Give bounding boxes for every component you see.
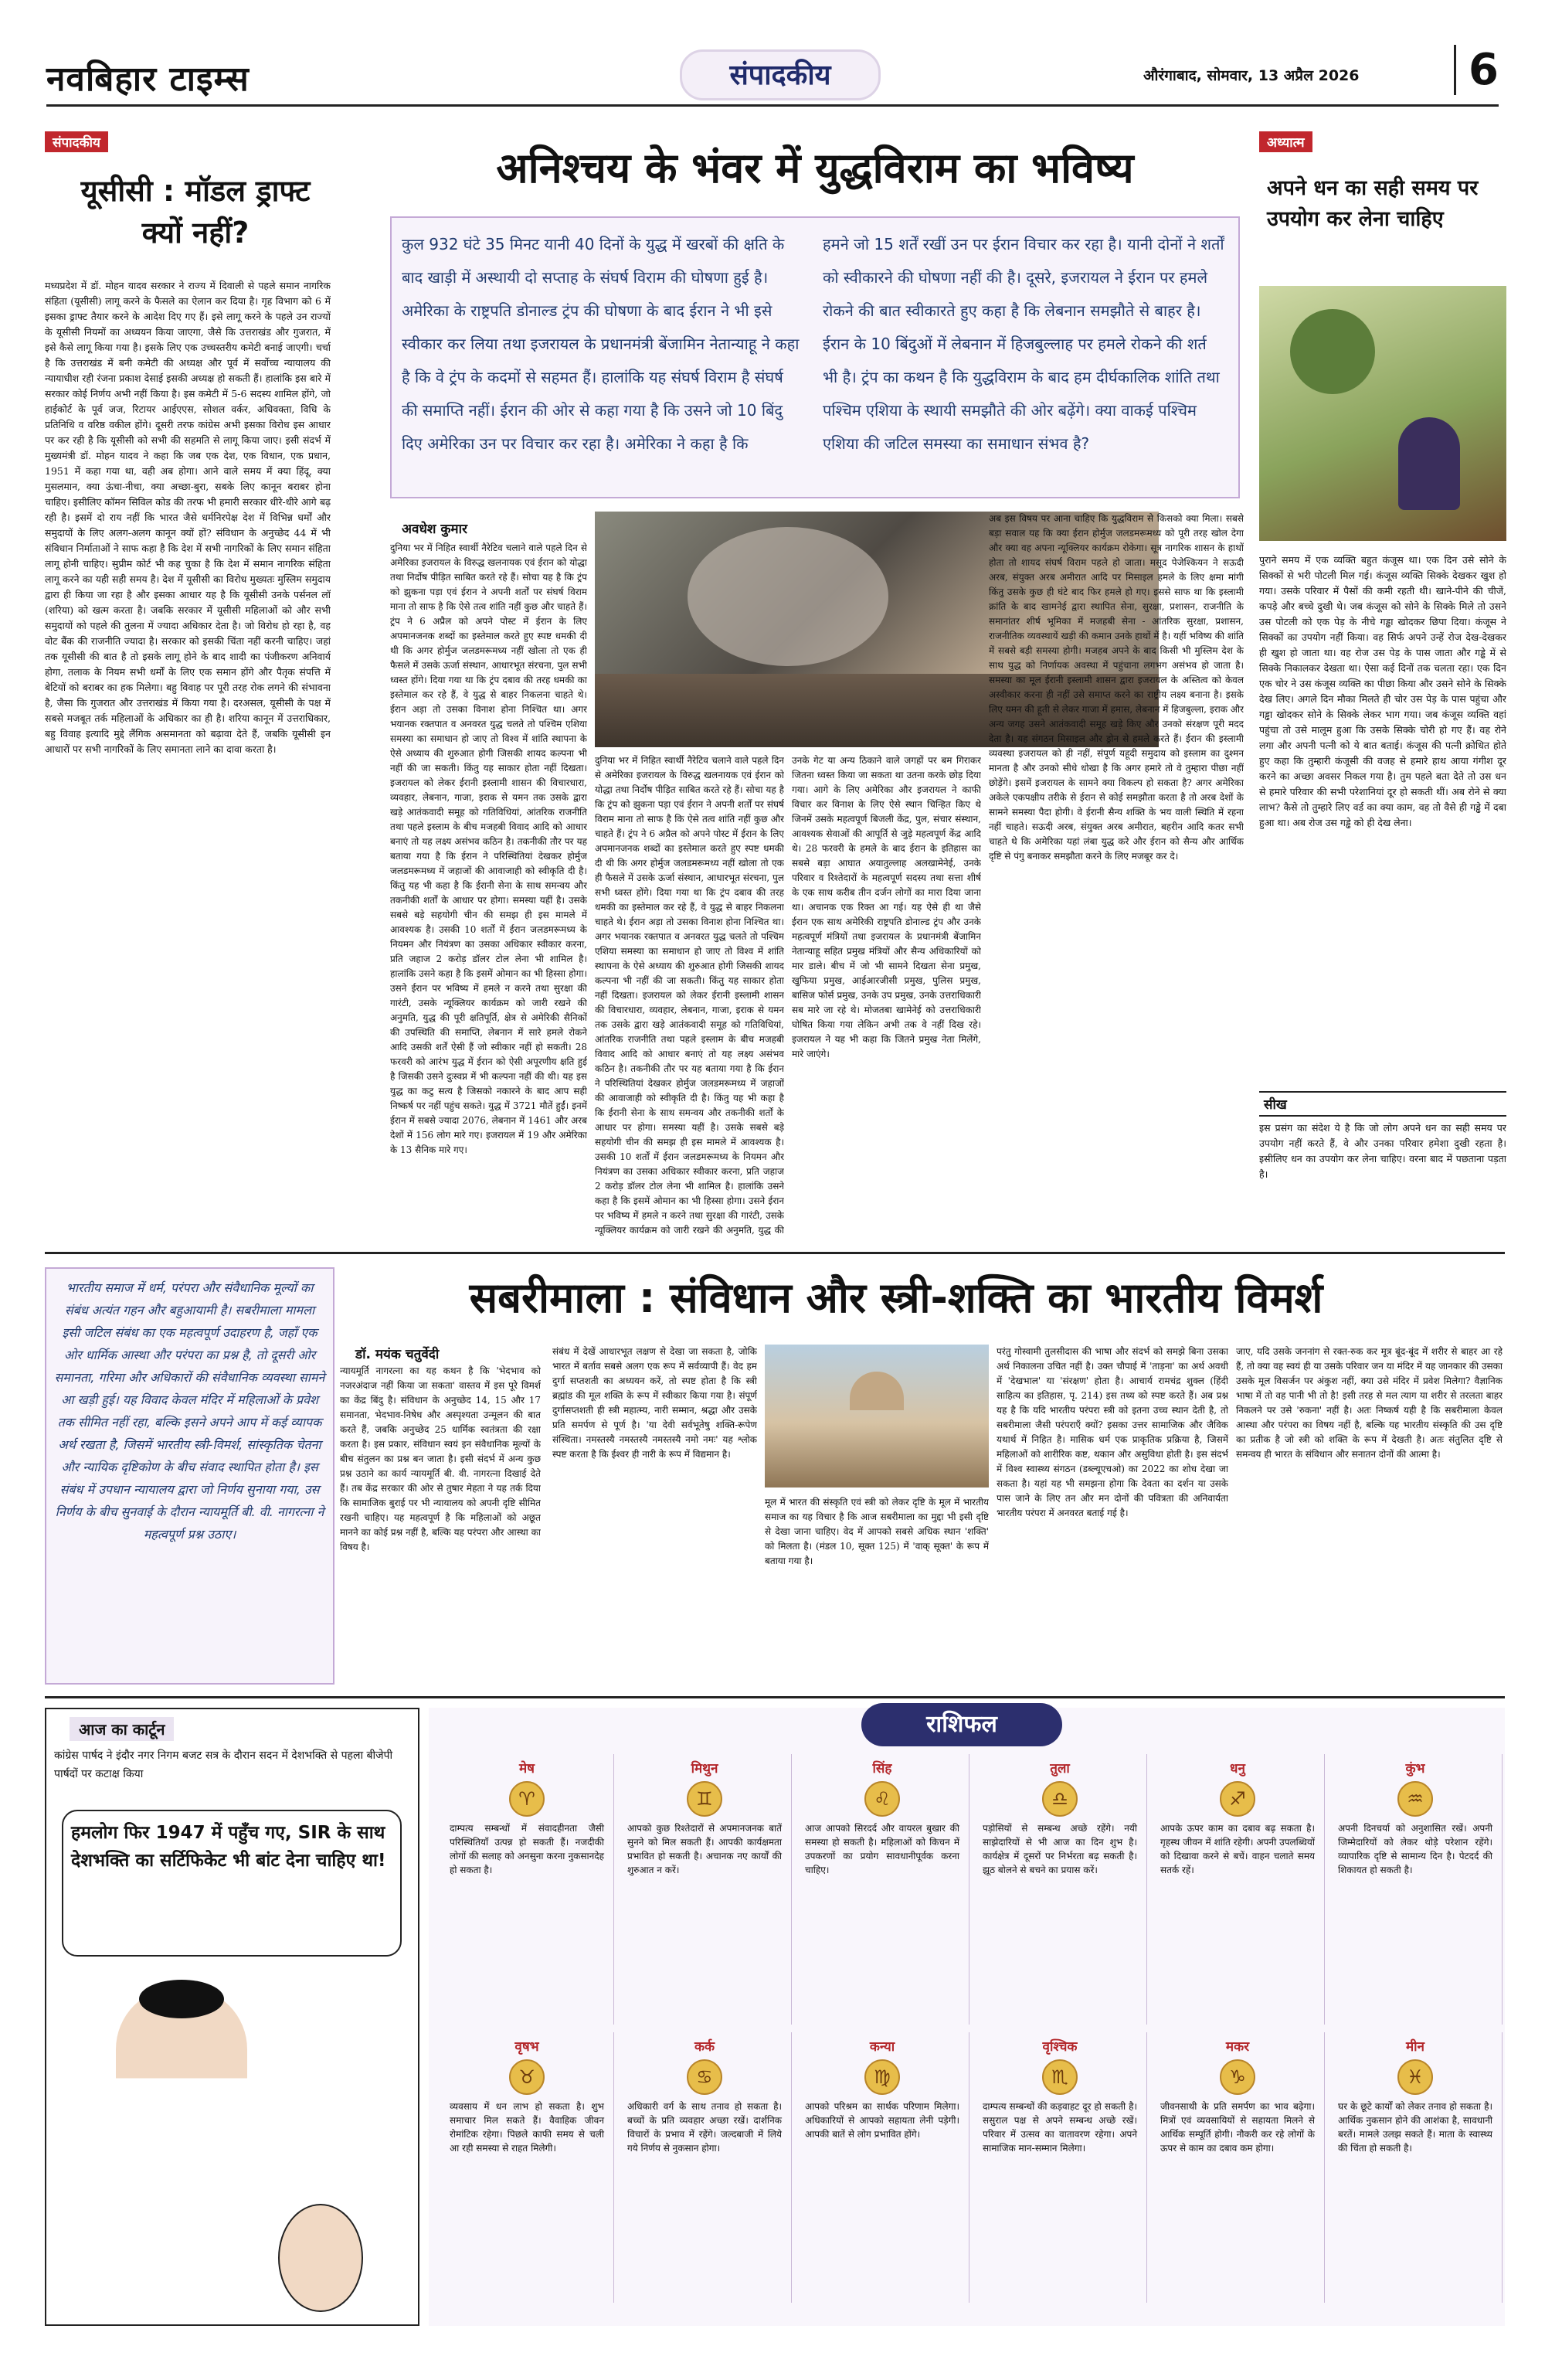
zodiac-sign-icon: ♓ (1397, 2059, 1433, 2095)
main-headline: अनिश्चय के भंवर में युद्धविराम का भविष्य (496, 144, 1134, 192)
cartoon-figure (116, 1987, 247, 2312)
zodiac-prediction: अधिकारी वर्ग के साथ तनाव हो सकता है। बच्चों के प्रति व्यवहार अच्छा रखें। दार्शनिक विचारों के प्रभाव में रहेंगे। जल्दबाजी में लिये गये निर्णय से नुकसान होगा। (627, 2101, 782, 2154)
zodiac-prediction: दाम्पत्य सम्बन्धों में संवादहीनता जैसी परिस्थितियाँ उत्पन्न हो सकती हैं। नजदीकी लोगों की सलाह को अनसुना करना नुकसानदेह हो सकता है। (450, 1823, 604, 1875)
second-body-col4: परंतु गोस्वामी तुलसीदास की भाषा और संदर्भ को समझे बिना उसका अर्थ निकालना उचित नहीं है। उक्त चौपाई में 'ताड़ना' का अर्थ अवधी में 'देखभाल' या 'संरक्षण' होता है। आचार्य रामचंद्र शुक्ल (हिंदी साहित्य का इतिहास, पृ. 214) इस तथ्य को स्पष्ट करते हैं। अब प्रश्न यह है कि यदि भारतीय परंपरा स्त्री को इतना उच्च स्थान देती है, तो सबरीमाला जैसी परंपराएँ क्यों? इसका उत्तर सामाजिक और जैविक यथार्थ में निहित है। मासिक धर्म एक प्राकृतिक प्रक्रिया है, जिसमें महिलाओं को शारीरिक कष्ट, थकान और असुविधा होती है। इस संदर्भ में विश्व स्वास्थ्य संगठन (डब्ल्यूएचओ) का 2022 का शोध देखा जा सकता है। यहां यह भी समझना होगा कि देवता का दर्शन या उसके पास जाने के लिए तन और मन दोनों की पवित्रता की अनिवार्यता भारतीय परंपरा में अनवरत बताई गई है। (997, 1346, 1228, 1518)
court-photo (765, 1345, 989, 1488)
divider-bottom (45, 1696, 1505, 1698)
zodiac-sign-icon: ♒ (1397, 1781, 1433, 1817)
zodiac-card (1151, 1754, 1325, 2025)
zodiac-prediction: आज आपको सिरदर्द और वायरल बुखार की समस्या हो सकती है। महिलाओं को किचन में उपकरणों का प्रयोग सावधानीपूर्वक करना चाहिए। (805, 1823, 959, 1875)
second-headline: सबरीमाला : संविधान और स्त्री-शक्ति का भारतीय विमर्श (469, 1273, 1323, 1322)
editorial-title: यूसीसी : मॉडल ड्राफ्ट क्यों नहीं? (80, 174, 311, 250)
cartoon-panel (45, 1708, 419, 2326)
zodiac-card (973, 1754, 1147, 2025)
zodiac-card (618, 2032, 792, 2303)
main-body-col4: अब इस विषय पर आना चाहिए कि युद्धविराम से किसको क्या मिला। सबसे बड़ा सवाल यह कि क्या ईरान होर्मुज जलडमरूमध्य को पूरी तरह खोल देगा और क्या वह अपना न्यूक्लियर कार्यक्रम रोकेगा। सूत्र नागरिक शासन के हाथों होता तो शायद संघर्ष विराम पहले हो जाता। मसूद पेजेश्कियन ने सऊदी अरब, संयुक्त अरब अमीरात आदि पर मिसाइल हमले के लिए क्षमा मांगी किंतु उसके कुछ ही घंटे बाद फिर हमले हो गए। इससे साफ था कि इस्लामी क्रांति के बाद खामनेई द्वारा स्थापित सेना, सुरक्षा, प्रशासन, राजनीति के समानांतर शीर्ष भूमिका में मजहबी सेना - आंतरिक सुरक्षा, प्रशासन, राजनीतिक व्यवस्थायें खड़ी की कमान उनके हाथों में है। यहीं भविष्य की शांति में सबसे बड़ी समस्या होगी। मजहब अपने के बाद किसी भी मुस्लिम देश के साथ युद्ध को निर्णायक अवस्था में पहुंचाना लगभग असंभव हो जाता है। समस्या का मूल ईरानी इस्लामी शासन द्वारा इजरायल के अस्तित्व को केवल अस्वीकार करना ही नहीं उसे समाप्त करने का राष्ट्रीय लक्ष्य बनाना है। इसके लिए यमन की हूती से लेकर गाजा में हमास, लेबनान में हिजबुल्ला, इराक और अन्य जगह उसने आतंकवादी समूह खड़े किए और उनको संरक्षण पूरी मदद देता है। यह संगठन मिसाइल और ड्रोन से हमले करते हैं। ईरान की इस्लामी व्यवस्था इजरायल को ही नहीं, संपूर्ण यहूदी समुदाय को इस्लाम का दुश्मन मानता है और उनको सीधे धोखा है कि अगर हमारे तो वे तुम्हारा पीछा नहीं छोड़ेंगे। इसमें इजरायल के सामने क्या विकल्प हो सकता है? अगर अमेरिका अकेले एकपक्षीय तरीके से ईरान से कोई समझौता करता है तो अरब देशों के सामने समस्या पैदा होगी। वे ईरानी सैन्य शक्ति के भय वाली स्थिति में रहना नहीं चाहते। सऊदी अरब, संयुक्त अरब अमीरात, बहरीन आदि कतर सभी चाहते थे कि अमेरिका यहां लंबा युद्ध करे और ईरान को सैन्य और आर्थिक दृष्टि से पंगु बनाकर समझौता करने के लिए मजबूर कर दे। (989, 513, 1244, 862)
zodiac-sign-icon: ♈ (509, 1781, 545, 1817)
zodiac-name: कुंभ (1405, 1761, 1425, 1776)
zodiac-name: तुला (1050, 1761, 1070, 1776)
zodiac-sign-icon: ♍ (864, 2059, 900, 2095)
masthead (46, 45, 1499, 107)
second-body-col2: संबंध में देखें आधारभूत लक्षण से देखा जा सकता है, जोकि भारत में बर्ताव सबसे अलग एक रूप में सर्वव्यापी हैं। वेद हम दुर्गा सप्तशती का अध्ययन करें, तो स्पष्ट होता है कि स्त्री ब्रह्मांड की मूल शक्ति के रूप में स्वीकार किया गया है। संपूर्ण दुर्गासप्तशती ही स्त्री महात्म्य, नारी सम्मान, श्रद्धा और उसके प्रति समर्पण से पूर्ण है। 'या देवी सर्वभूतेषु शक्ति-रूपेण संस्थिता। नमस्तस्यै नमस्तस्यै नमस्तस्यै नमो नमः' यह श्लोक स्पष्ट करता है कि ईश्वर ही नारी के रूप में विद्यमान है। (552, 1346, 757, 1460)
section-tab (680, 49, 881, 100)
zodiac-card (796, 2032, 969, 2303)
divider (45, 1252, 1505, 1254)
zodiac-sign-icon: ♐ (1220, 1781, 1255, 1817)
newspaper-name: नवबिहार टाइम्स (46, 60, 250, 99)
lesson-label: सीख (1259, 1091, 1506, 1117)
zodiac-card (1329, 1754, 1503, 2025)
story-illustration (1259, 286, 1506, 541)
tree-shape (1290, 309, 1375, 394)
zodiac-sign-icon: ♑ (1220, 2059, 1255, 2095)
zodiac-name: मेष (519, 1761, 535, 1776)
section-title: संपादकीय (729, 60, 831, 91)
zodiac-prediction: दाम्पत्य सम्बन्धों की कड़वाहट दूर हो सकती है। ससुराल पक्ष से अपने सम्बन्ध अच्छे रखें। परिवार में उत्सव का वातावरण रहेगा। अपने सामाजिक मान-सम्मान मिलेगा। (983, 2101, 1137, 2154)
second-author: डॉ. मयंक चतुर्वेदी (355, 1347, 440, 1362)
second-body-col1: न्यायमूर्ति नागरत्ना का यह कथन है कि 'भेदभाव को नजरअंदाज नहीं किया जा सकता' वास्तव में इस पूरे विमर्श का केंद्र बिंदु है। संविधान के अनुच्छेद 14, 15 और 17 समानता, भेदभाव-निषेध और अस्पृश्यता उन्मूलन की बात करते हैं, जबकि अनुच्छेद 25 धार्मिक स्वतंत्रता की रक्षा करता है। इस प्रकार, संविधान स्वयं इन संवैधानिक मूल्यों के बीच संतुलन का प्रश्न बन जाता है। इसी संदर्भ में अन्य कुछ प्रश्न उठाने का कार्य न्यायमूर्ति बी. वी. नागरत्ना दिखाई देते हैं। तब केंद्र सरकार की ओर से तुषार मेहता ने यह तर्क दिया कि सामाजिक बुराई पर भी न्यायालय को अपनी दृष्टि सीमित रखनी चाहिए। यह महत्वपूर्ण है कि महिलाओं को अछूत मानने का कोई प्रश्न नहीं है, बल्कि यह परंपरा और आस्था का विषय है। (340, 1365, 541, 1552)
speech-bubble: हमलोग फिर 1947 में पहुँच गए, SIR के साथ देशभक्ति का सर्टिफिकेट भी बांट देना चाहिए था! (62, 1810, 402, 1957)
zodiac-prediction: अपनी दिनचर्या को अनुशासित रखें। अपनी जिम्मेदारियों को लेकर थोड़े परेशान रहेंगे। व्यापारिक दृष्टि से सामान्य दिन है। पेटदर्द की शिकायत हो सकती है। (1338, 1823, 1492, 1875)
zodiac-prediction: आपको कुछ रिश्तेदारों से अपमानजनक बातें सुनने को मिल सकती हैं। आपकी कार्यक्षमता प्रभावित हो सकती है। अचानक नए कार्यों की शुरुआत न करें। (627, 1823, 782, 1875)
main-body-col3: उनके गेट या अन्य ठिकाने वाले जगहों पर बम गिराकर जितना ध्वस्त किया जा सकता था उतना करके छोड़ दिया गया। आगे के लिए अमेरिका और इजरायल ने काफी विचार कर विनाश के लिए ऐसे स्थान चिन्हित किए थे जिनमें उसके महत्वपूर्ण बिजली केंद्र, पुल, संचार संस्थान, आवश्यक सेवाओं की आपूर्ति से जुड़े महत्वपूर्ण केंद्र आदि थे। 28 फरवरी के हमले के बाद ईरान के इतिहास का सबसे बड़ा आघात अयातुल्लाह अलखामेनेई, उनके परिवार व रिश्तेदारों के महत्वपूर्ण सदस्य तथा सत्ता शीर्ष के एक साथ करीब तीन दर्जन लोगों का मारा दिया जाना था। अचानक एक रिक्त आ गई। यह ऐसे ही था जैसे ईरान एक साथ अमेरिकी राष्ट्रपति डोनाल्ड ट्रंप और उनके महत्वपूर्ण मंत्रियों तथा इजरायल के प्रधानमंत्री बेंजामिन नेतान्याहू सहित प्रमुख मंत्रियों और सैन्य अधिकारियों को मार डाले। बीच में जो भी सामने दिखता सेना प्रमुख, खुफिया प्रमुख, आईआरजीसी प्रमुख, पुलिस प्रमुख, बासिज फोर्स प्रमुख, उनके उप प्रमुख, उनके उत्तराधिकारी सब मारे जा रहे थे। मोजतबा खामेनेई को उत्तराधिकारी घोषित किया गया लेकिन अभी तक वे नहीं दिख रहे। इजरायल ने यह भी कहा कि जितने प्रमुख नेता मिलेंगे, मारे जाएंगे। (792, 755, 981, 1059)
zodiac-name: कर्क (694, 2039, 715, 2055)
page-number: 6 (1454, 45, 1499, 95)
spiritual-label: अध्यात्म (1259, 131, 1312, 152)
cartoon-label: आज का कार्टून (70, 1717, 174, 1741)
zodiac-name: मकर (1225, 2039, 1250, 2055)
zodiac-name: कन्या (869, 2039, 895, 2055)
zodiac-card (1151, 2032, 1325, 2303)
zodiac-name: वृश्चिक (1042, 2039, 1078, 2055)
editorial-body: मध्यप्रदेश में डॉ. मोहन यादव सरकार ने राज्य में दिवाली से पहले समान नागरिक संहिता (यूसीसी) लागू करने के फैसले का ऐलान कर दिया है। गृह विभाग को 6 में इसका ड्राफ्ट तैयार करने के आदेश दिए गए हैं। इसे लागू करने के पहले उन राज्यों के यूसीसी नियमों का अध्ययन किया जाएगा, जैसे कि उत्तराखंड और गुजरात, में इसे कैसे लागू किया गया है। इसके लिए एक उच्चस्तरीय कमेटी बनाई जाएगी। चर्चा है कि उत्तराखंड में बनी कमेटी की अध्यक्ष और पूर्व में सर्वोच्च न्यायालय की न्यायाधीश रही रंजना प्रकाश देसाई इसकी अध्यक्ष हो सकती हैं। हालांकि इस बारे में सरकार कोई निर्णय अभी नहीं किया है। इस कमेटी में 5-6 सदस्य शामिल होंगे, जो हाईकोर्ट के पूर्व जज, रिटायर आईएएस, सोशल वर्कर, अधिवक्ता, विधि के प्रतिनिधि व वरिष्ठ वकील होंगे। दूसरी तरफ कांग्रेस अभी इसका विरोध इस आधार पर कर रही है कि यूसीसी को सभी की सहमति से लागू किया जाए। इसी संदर्भ में मुख्यमंत्री डॉ. मोहन यादव ने कहा कि जब एक देश, एक विधान, एक प्रधान, 1951 में कहा गया था, वही अब होगा। आने वाले समय में क्या हिंदू, क्या मुसलमान, क्या ऊंचा-नीचा, क्या अच्छा-बुरा, सबके लिए कानून बराबर होना चाहिए। इसीलिए कॉमन सिविल कोड की तरफ भी हमारी सरकार धीरे-धीरे आगे बढ़ रही है। इसमें दो राय नहीं कि भारत जैसे धर्मनिरपेक्ष देश में विभिन्न धर्मों और समुदायों के लिए अलग-अलग कानून क्यों हों? संविधान के अनुच्छेद 44 में भी संविधान निर्माताओं ने साफ कहा है कि देश में सभी नागरिकों के लिए समान संहिता लागू होनी चाहिए। सुप्रीम कोर्ट भी कह चुका है कि देश में समान नागरिक संहिता लागू करने का यही सही समय है। देश में यूसीसी का विरोध मुख्यतः मुस्लिम समुदाय द्वारा ही किया जा रहा है और इसका आधार यह है कि यूसीसी उनके पर्सनल लॉ (शरिया) को खत्म करता है। जबकि सरकार में यूसीसी महिलाओं को और सभी समुदायों को पहले की तुलना में ज्यादा अधिकार देता है। जो विरोध हो रहा है, वह वोट बैंक की राजनीति ज्यादा है। सरकार को इसकी चिंता नहीं करनी चाहिए। जहां तक यूसीसी की बात है तो इसके लागू होने के बाद शादी का पंजीकरण अनिवार्य होगा, तलाक के नियम सभी धर्मों के लिए एक समान होंगे और पैतृक संपत्ति में बेटियों को बराबर का हक मिलेगा। बहु विवाह पर पूरी तरह रोक लगने की संभावना है, जैसा कि गुजरात और उत्तराखंड में किया गया है। दरअसल, यूसीसी के पक्ष में सबसे मजबूत तर्क महिलाओं के अधिकार का ही है। शरिया कानून में उत्तराधिकार, बहु विवाह इत्यादि मुद्दे लैंगिक असमानता को बढ़ावा देते हैं, जबकि यूसीसी इन आधारों पर सभी नागरिकों के लिए समानता लाने का दावा करता है। (45, 280, 331, 755)
zodiac-sign-icon: ♋ (687, 2059, 722, 2095)
cartoon-caption: कांग्रेस पार्षद ने इंदौर नगर निगम बजट सत्र के दौरान सदन में देशभक्ति से पहला बीजेपी पार्षदों पर कटाक्ष किया (54, 1749, 393, 1780)
lesson-text: इस प्रसंग का संदेश ये है कि जो लोग अपने धन का सही समय पर उपयोग नहीं करते हैं, वे और उनका परिवार हमेशा दुखी रहता है। इसीलिए धन का उपयोग कर लेना चाहिए। वरना बाद में पछताना पड़ता है। (1259, 1122, 1506, 1180)
zodiac-name: मीन (1405, 2039, 1424, 2055)
zodiac-prediction: आपको परिश्रम का सार्थक परिणाम मिलेगा। अधिकारियों से आपको सहायता लेनी पड़ेगी। आपकी बातें से लोग प्रभावित होंगे। (805, 2101, 959, 2140)
zodiac-prediction: व्यवसाय में धन लाभ हो सकता है। शुभ समाचार मिल सकते हैं। वैवाहिक जीवन रोमांटिक रहेगा। पिछले काफी समय से चली आ रही समस्या से राहत मिलेगी। (450, 2101, 604, 2154)
zodiac-sign-icon: ♏ (1042, 2059, 1078, 2095)
deck-left: कुल 932 घंटे 35 मिनट यानी 40 दिनों के युद्ध में खरबों की क्षति के बाद खाड़ी में अस्थायी दो सप्ताह के संघर्ष विराम की घोषणा हुई है। अमेरिका के राष्ट्रपति डोनाल्ड ट्रंप की घोषणा के बाद ईरान ने भी इसे स्वीकार कर लिया तथा इजरायल के प्रधानमंत्री बेंजामिन नेतान्याहू ने कहा है कि वे ट्रंप के कदमों से सहमत हैं। हालांकि यह संघर्ष विराम है संघर्ष की समाप्ति नहीं। ईरान की ओर से कहा गया है कि उसने जो 10 बिंदु दिए अमेरिका उन पर विचार कर रहा है। अमेरिका ने कहा है कि (402, 235, 800, 453)
zodiac-name: वृषभ (514, 2039, 539, 2055)
sidebar-text: भारतीय समाज में धर्म, परंपरा और संवैधानिक मूल्यों का संबंध अत्यंत गहन और बहुआयामी है। सबरीमाला मामला इसी जटिल संबंध का एक महत्वपूर्ण उदाहरण है, जहाँ एक ओर धार्मिक आस्था और परंपरा का प्रश्न है, तो दूसरी ओर समानता, गरिमा और अधिकारों की संवैधानिक व्यवस्था सामने आ खड़ी हुई। यह विवाद केवल मंदिर में महिलाओं के प्रवेश तक सीमित नहीं रहा, बल्कि इसने अपने आप में कई व्यापक अर्थ रखता है, जिसमें भारतीय स्त्री-विमर्श, सांस्कृतिक चेतना और न्यायिक दृष्टिकोण के बीच संवाद स्थापित होता है। इस संबंध में उपधान न्यायालय द्वारा जो निर्णय सुनाया गया, उस निर्णय के बीच सुनवाई के दौरान न्यायमूर्ति बी. वी. नागरत्ना ने महत्वपूर्ण प्रश्न उठाए। (54, 1280, 325, 1542)
zodiac-name: मिथुन (691, 1761, 718, 1776)
second-body-col5: जाए, यदि उसके जननांग से रक्त-रुक कर मूत्र बूंद-बूंद में शरीर से बाहर आ रहे हैं, तो क्या वह स्वयं ही या उसके परिवार जन या मंदिर में यह जानकार की उसका उसके मूल विसर्जन पर अंकुश नहीं, क्या उसे मंदिर में प्रवेश मिलेगा? वैज्ञानिक भाषा में तो वह पानी भी तो है! इसी तरह से मल त्याग या शरीर से तरलता बाहर निकलने पर उसे 'रुकना' नहीं है। अतः निष्कर्ष यही है कि सबरीमाला केवल आस्था और परंपरा का विषय नहीं है, बल्कि यह भारतीय संस्कृति की उस दृष्टि का प्रतीक है जो स्त्री को शक्ति के रूप में देखती है। अतः संतुलित दृष्टि से समन्वय ही भारत के संविधान और सनातन दोनों की आत्मा है। (1236, 1346, 1503, 1460)
main-author: अवधेश कुमार (402, 522, 467, 537)
cartoon-figure-small (278, 2204, 363, 2312)
deck-right: हमने जो 15 शर्तें रखीं उन पर ईरान विचार कर रहा है। यानी दोनों ने शर्तों को स्वीकारने की घोषणा नहीं की है। दूसरे, इजरायल ने ईरान पर हमले रोकने की बात स्वीकारते हुए कहा है कि लेबनान समझौते से बाहर है। ईरान के 10 बिंदुओं में लेबनान में हिजबुल्लाह पर हमले रोकने की शर्त भी है। ट्रंप का कथन है कि युद्धविराम के बाद हम दीर्घकालिक शांति तथा पश्चिम एशिया के स्थायी समझौते की ओर बढ़ेंगे। क्या वाकई पश्चिम एशिया की जटिल समस्या का समाधान संभव है? (823, 235, 1224, 453)
main-body-col2: दुनिया भर में निहित स्वार्थी नैरेटिव चलाने वाले पहले दिन से अमेरिका इजरायल के विरुद्ध खलनायक एवं ईरान को योद्धा तथा निर्दोष पीड़ित साबित करते रहे हैं। सोचा यह है कि ट्रंप को झुकना पड़ा एवं ईरान ने अपनी शर्तों पर संघर्ष विराम माना तो साफ है कि ऐसे तत्व शांति नहीं कुछ और चाहते हैं। ट्रंप ने 6 अप्रैल को अपने पोस्ट में ईरान के लिए अपमानजनक शब्दों का इस्तेमाल करते हुए स्पष्ट धमकी दी थी कि अगर होर्मुज जलडमरूमध्य नहीं खोला तो एक ही फैसले में उसके ऊर्जा संस्थान, आधारभूत संरचना, पुल सभी ध्वस्त होंगे। दिया गया था कि ट्रंप दबाव की तरह धमकी का इस्तेमाल कर रहे हैं, वे युद्ध से बाहर निकलना चाहते थे। ईरान अड़ा तो उसका विनाश होना निश्चित था। अगर भयानक रक्तपात व अनवरत युद्ध चलते तो पश्चिम एशिया समस्या का समाधान हो जाए तो विश्व में शांति स्थापना के ऐसे अध्याय की शुरुआत होगी जिसकी शायद कल्पना भी नहीं की जा सकती। किंतु यह साकार होता नहीं दिखता। इजरायल को लेकर ईरानी इस्लामी शासन की विचारधारा, व्यवहार, लेबनान, गाजा, इराक से यमन तक उसके द्वारा खड़े आतंकवादी समूह को गतिविधियां, आंतरिक राजनीति तथा पहले इस्लाम के बीच मजहबी विवाद आदि को आधार बनाएं तो यह लक्ष्य असंभव कठिन है। तकनीकी तौर पर यह बताया गया है कि ईरान ने परिस्थितियां देखकर होर्मुज जलडमरूमध्य में जहाजों की आवाजाही को स्वीकृति दी है। किंतु यह भी कहा है कि ईरानी सेना के साथ समन्वय और तकनीकी शर्तों के आधार पर होगा। समस्या यहीं है। उसके सबसे बड़े सहयोगी चीन की समझ ही इस मामले में आवश्यक है। उसकी 10 शर्तों में ईरान जलडमरूमध्य के नियमन और नियंत्रण का उसका अधिकार स्वीकार करना, प्रति जहाज 2 करोड़ डॉलर टोल लेना भी शामिल है। हालांकि उसने कहा है कि इसमें ओमान का भी हिस्सा होगा। उसने ईरान पर भविष्य में हमले न करने तथा सुरक्षा की गारंटी, उसके न्यूक्लियर कार्यक्रम को जारी रखने की अनुमति, युद्ध की (595, 755, 784, 1236)
spiritual-title: अपने धन का सही समय पर उपयोग कर लेना चाहिए (1267, 176, 1479, 231)
editorial-column (45, 131, 331, 1244)
main-body-col1: दुनिया भर में निहित स्वार्थी नैरेटिव चलाने वाले पहले दिन से अमेरिका इजरायल के विरुद्ध खलनायक एवं ईरान को योद्धा तथा निर्दोष पीड़ित साबित करते रहे हैं। सोचा यह है कि ट्रंप को झुकना पड़ा एवं ईरान ने अपनी शर्तों पर संघर्ष विराम माना तो साफ है कि ऐसे तत्व शांति नहीं कुछ और चाहते हैं। ट्रंप ने 6 अप्रैल को अपने पोस्ट में ईरान के लिए अपमानजनक शब्दों का इस्तेमाल करते हुए स्पष्ट धमकी दी थी कि अगर होर्मुज जलडमरूमध्य नहीं खोला तो एक ही फैसले में उसके ऊर्जा संस्थान, आधारभूत संरचना, पुल सभी ध्वस्त होंगे। दिया गया था कि ट्रंप दबाव की तरह धमकी का इस्तेमाल कर रहे हैं, वे युद्ध से बाहर निकलना चाहते थे। ईरान अड़ा तो उसका विनाश होना निश्चित था। अगर भयानक रक्तपात व अनवरत युद्ध चलते तो पश्चिम एशिया समस्या का समाधान हो जाए तो विश्व में शांति स्थापना के ऐसे अध्याय की शुरुआत होगी जिसकी शायद कल्पना भी नहीं की जा सकती। किंतु यह साकार होता नहीं दिखता। इजरायल को लेकर ईरानी इस्लामी शासन की विचारधारा, व्यवहार, लेबनान, गाजा, इराक से यमन तक उसके द्वारा खड़े आतंकवादी समूह को गतिविधियां, आंतरिक राजनीति तथा पहले इस्लाम के बीच मजहबी विवाद आदि को आधार बनाएं तो यह लक्ष्य असंभव कठिन है। तकनीकी तौर पर यह बताया गया है कि ईरान ने परिस्थितियां देखकर होर्मुज जलडमरूमध्य में जहाजों की आवाजाही को स्वीकृति दी है। किंतु यह भी कहा है कि ईरानी सेना के साथ समन्वय और तकनीकी शर्तों के आधार पर होगा। समस्या यहीं है। उसके सबसे बड़े सहयोगी चीन की समझ ही इस मामले में आवश्यक है। उसकी 10 शर्तों में ईरान जलडमरूमध्य के नियमन और नियंत्रण का उसका अधिकार स्वीकार करना, प्रति जहाज 2 करोड़ डॉलर टोल लेना भी शामिल है। हालांकि उसने कहा है कि इसमें ओमान का भी हिस्सा होगा। उसने ईरान पर भविष्य में हमले न करने तथा सुरक्षा की गारंटी, उसके न्यूक्लियर कार्यक्रम को जारी रखने की अनुमति, युद्ध की पूरी क्षतिपूर्ति, क्षेत्र से अमेरिकी सैनिकों की उपस्थिति की समाप्ति, लेबनान में सारे हमले रोकने आदि उसकी शर्तें ऐसी हैं जो स्वीकार नहीं हो सकती। 28 फरवरी को आरंभ युद्ध में ईरान को ऐसी अपूरणीय क्षति हुई है जिसकी उसने दुःस्वप्न में भी कल्पना नहीं की थी। यह इस युद्ध का कटु सत्य है जिसको नकारने के बाद आप सही निष्कर्ष पर नहीं पहुंच सकते। युद्ध में 3721 मौतें हुईं। इनमें ईरान में सबसे ज्यादा 2076, लेबनान में 1461 और अरब देशों में 156 लोग मारे गए। इजरायल में 19 और अमेरिका के 13 सैनिक मारे गए। (390, 542, 587, 1155)
zodiac-card (973, 2032, 1147, 2303)
zodiac-name: सिंह (872, 1761, 892, 1776)
editorial-label: संपादकीय (45, 131, 108, 152)
zodiac-card (618, 1754, 792, 2025)
smoke-shape (688, 527, 888, 666)
zodiac-name: धनु (1230, 1761, 1245, 1776)
dome-shape (850, 1372, 904, 1410)
zodiac-prediction: आपके ऊपर काम का दबाव बढ़ सकता है। गृहस्थ जीवन में शांति रहेगी। अपनी उपलब्धियों को दिखावा करने से बचें। वाहन चलाते समय सतर्क रहें। (1160, 1823, 1315, 1875)
zodiac-card (440, 2032, 614, 2303)
man-shape (1398, 417, 1460, 510)
second-body-col3: मूल में भारत की संस्कृति एवं स्त्री को लेकर दृष्टि के मूल में भारतीय समाज का यह विचार है कि आज सबरीमाला का मुद्दा भी इसी दृष्टि से देखा जाना चाहिए। वेद में आपको सबसे अधिक स्थान 'शक्ति' को मिलता है। (मंडल 10, सूक्त 125) में 'वाक् सूक्त' के रूप में बताया गया है। (765, 1497, 989, 1566)
dateline: औरंगाबाद, सोमवार, 13 अप्रैल 2026 (1143, 67, 1360, 84)
figure-hair (139, 1980, 224, 2018)
zodiac-sign-icon: ♊ (687, 1781, 722, 1817)
zodiac-sign-icon: ♌ (864, 1781, 900, 1817)
zodiac-sign-icon: ♎ (1042, 1781, 1078, 1817)
horoscope-title: राशिफल (861, 1703, 1062, 1746)
zodiac-sign-icon: ♉ (509, 2059, 545, 2095)
zodiac-card (1329, 2032, 1503, 2303)
zodiac-card (796, 1754, 969, 2025)
zodiac-prediction: पड़ोसियों से सम्बन्ध अच्छे रहेंगे। नयी साझेदारियों से भी आज का दिन शुभ है। कार्यक्षेत्र में दूसरों पर निर्भरता बढ़ सकती है। झूठ बोलने से बचने का प्रयास करें। (983, 1823, 1137, 1875)
spiritual-column (1259, 131, 1506, 1244)
second-sidebar (45, 1267, 334, 1685)
spiritual-body: पुराने समय में एक व्यक्ति बहुत कंजूस था। एक दिन उसे सोने के सिक्कों से भरी पोटली मिल गई। कंजूस व्यक्ति सिक्के देखकर खुश हो गया। उसके परिवार में पैसों की कमी रहती थी। खाने-पीने की चीजें, कपड़े और बच्चे दुखी थे। जब कंजूस को सोने के सिक्के मिले तो उसने उस पोटली को एक पेड़ के नीचे गड्ढा खोदकर छिपा दिया। कंजूस ने सिक्कों का उपयोग नहीं किया। वह सिर्फ अपने उन्हें रोज देख-देखकर ही खुश हो जाता था। वह रोज उस पेड़ के पास जाता और गड्ढे में से सिक्के निकालकर देखता था। ऐसा कई दिनों तक चलता रहा। एक दिन एक चोर ने उस कंजूस व्यक्ति का पीछा किया और उसने सोने के सिक्के देख लिए। अगले दिन मौका मिलते ही चोर उस पेड़ के पास पहुंचा और गड्ढा खोदकर सोने के सिक्के लेकर भाग गया। जब कंजूस व्यक्ति वहां पहुंचा तो उसे मालूम हुआ कि उसके सिक्के चोरी हो गए हैं। वह रोने लगा और अपनी पत्नी को ये बात बताई। कंजूस की पत्नी क्रोधित होते हुए कहा कि तुम्हारी कंजूसी की वजह से हमारे हाथ आया गंगीश दूर करने का अच्छा अवसर निकल गया है। तुम पहले बता देते तो उस धन से हमारे परिवार की सभी परेशानियां दूर हो सकती थीं। अब रोने से क्या लाभ? कैसे तो तुम्हारे लिए वर्ड का क्या काम, वह तो वैसे ही गड्ढे में दबा हुआ था। अब रोज उस गड्ढे को ही देख लेना। (1259, 554, 1506, 828)
zodiac-prediction: जीवनसाथी के प्रति समर्पण का भाव बढ़ेगा। मित्रों एवं व्यवसायियों से सहायता मिलने से आर्थिक सम्पूर्ति होगी। नौकरी कर रहे लोगों के ऊपर से काम का दबाव कम होगा। (1160, 2101, 1315, 2154)
zodiac-prediction: घर के छूटे कार्यों को लेकर तनाव हो सकता है। आर्थिक नुकसान होने की आशंका है, सावधानी बरतें। मामले उलझ सकते हैं। माता के स्वास्थ्य की चिंता हो सकती है। (1338, 2101, 1492, 2154)
zodiac-card (440, 1754, 614, 2025)
